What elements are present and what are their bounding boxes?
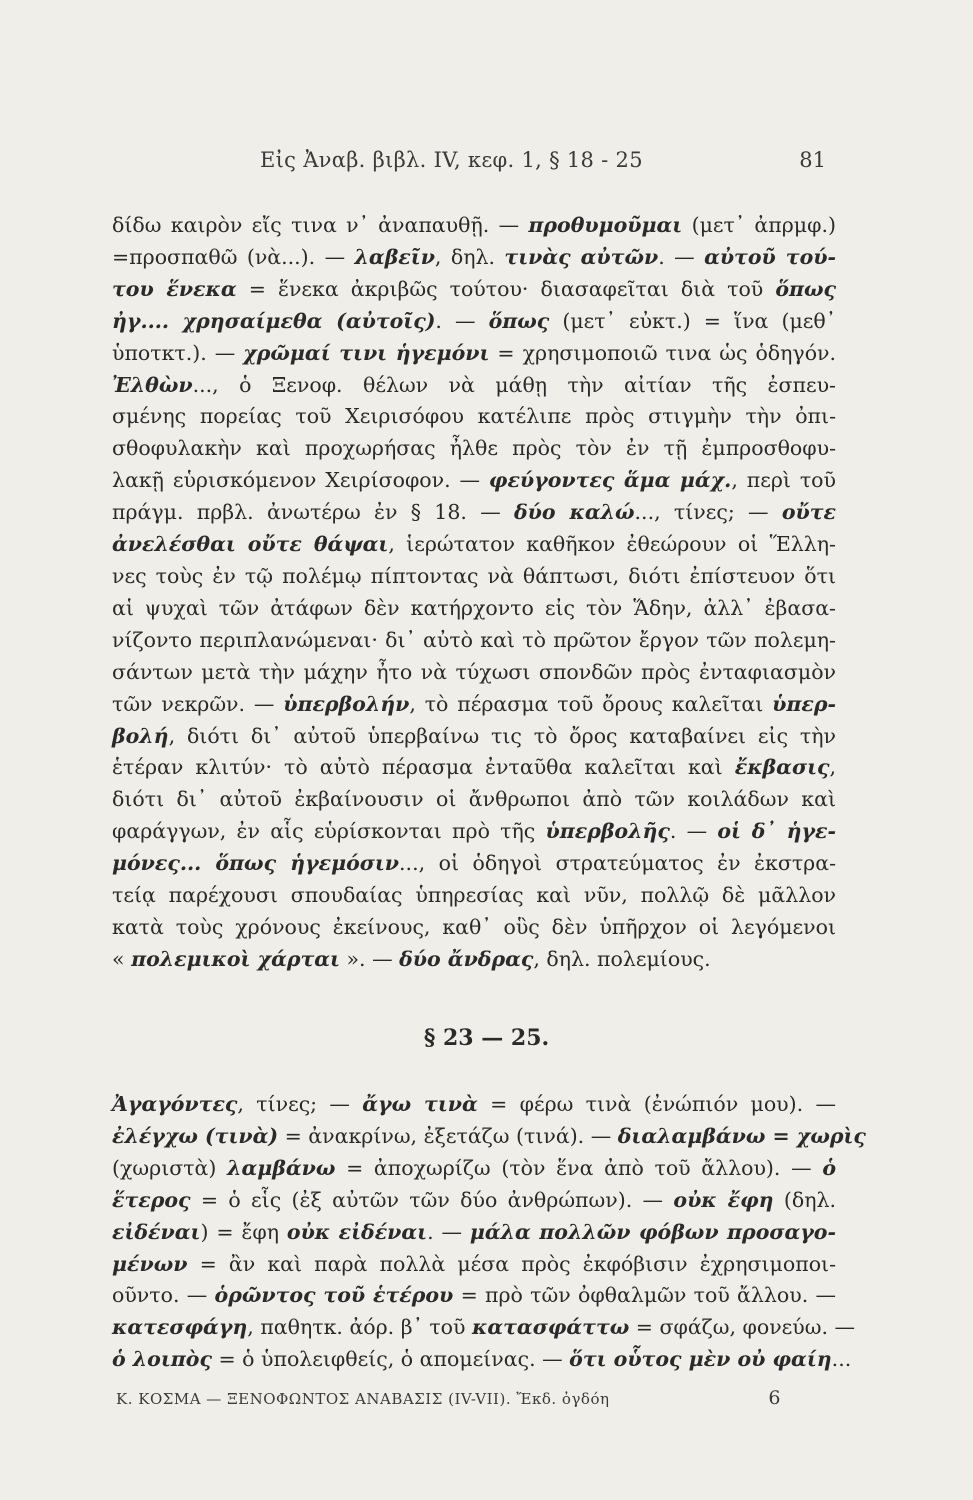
text-line: =προσπαθῶ (νὰ...). — λαβεῖν, δηλ. τινὰς αὐτῶν. — αὐτοῦ τού- [112,244,836,269]
commentary-text [112,210,836,976]
text-line: σάντων μετὰ τὴν μάχην ἦτο νὰ τύχωσι σπονδῶν πρὸς ἐνταφιασμὸν [112,659,836,684]
footer-imprint: Κ. ΚΟΣΜΑ — ΞΕΝΟΦΩΝΤΟΣ ΑΝΑΒΑΣΙΣ (IV-VII). Ἔκδ. ὀγδόη [116,1390,610,1408]
page-footer [116,1387,781,1409]
text-line: Ἀγαγόντες, τίνες; — ἄγω τινὰ = φέρω τινὰ (ἐνώπιόν μου). — [112,1092,836,1116]
text-line: σμένης πορείας τοῦ Χειρισόφου κατέλιπε πρὸς στιγμὴν τὴν ὀπι- [112,404,836,429]
text-line: μένων = ἂν καὶ παρὰ πολλὰ μέσα πρὸς ἐκφόβισιν ἐχρησιμοποι- [112,1251,836,1276]
text-line: του ἕνεκα = ἕνεκα ἀκριβῶς τούτου· διασαφεῖται διὰ τοῦ ὅπως [112,276,837,301]
page-number: 81 [799,148,826,172]
text-line: αἱ ψυχαὶ τῶν ἀτάφων δὲν κατήρχοντο εἰς τὸν Ἅδην, ἀλλ᾽ ἐβασα- [112,595,836,620]
text-line: « πολεμικοὶ χάρται ». — δύο ἄνδρας, δηλ. πολεμίους. [112,946,711,971]
running-head: Εἰς Ἀναβ. βιβλ. IV, κεφ. 1, § 18 - 25 [260,148,643,172]
text-line: οῦντο. — ὁρῶντος τοῦ ἑτέρου = πρὸ τῶν ὀφθαλμῶν τοῦ ἄλλου. — [112,1283,836,1308]
text-line: ὑποτκτ.). — χρῶμαί τινι ἡγεμόνι = χρησιμοποιῶ τινα ὡς ὁδηγόν. [112,340,837,365]
text-line: κατὰ τοὺς χρόνους ἐκείνους, καθ᾽ οὓς δὲν ὑπῆρχον οἱ λεγόμενοι [112,914,836,939]
section-heading: § 23 — 25. [423,1025,550,1051]
text-line: ὁ λοιπὸς = ὁ ὑπολειφθείς, ὁ απομείνας. — ὅτι οὗτος μὲν οὐ φαίη... [112,1347,852,1372]
text-line: φαράγγων, ἐν αἷς εὑρίσκονται πρὸ τῆς ὑπερβολῆς. — οἱ δ᾽ ἡγε- [112,819,836,844]
text-line: ἐλέγχω (τινὰ) = ἀνακρίνω, ἐξετάζω (τινά). — διαλαμβάνω = χωρὶς [112,1123,866,1148]
text-line: (χωριστὰ) λαμβάνω = ἀποχωρίζω (τὸν ἕνα ἀπὸ τοῦ ἄλλου). — ὁ [112,1155,836,1180]
text-line: εἰδέναι) = ἔφη οὐκ εἰδέναι. — μάλα πολλῶν φόβων προσαγο- [112,1219,836,1244]
signature-mark: 6 [768,1387,781,1409]
text-line: δίδω καιρὸν εἴς τινα ν᾽ ἀναπαυθῇ. — προθυμοῦμαι (μετ᾽ ἀπρμφ.) [112,213,836,237]
text-line: ἀνελέσθαι οὔτε θάψαι, ἱερώτατον καθῆκον ἐθεώρουν οἱ Ἕλλη- [112,532,836,557]
text-line: κατεσφάγη, παθητκ. ἀόρ. β᾽ τοῦ κατασφάττω = σφάζω, φονεύω. — [112,1315,856,1340]
text-line: λακῇ εὑρισκόμενον Χειρίσοφον. — φεύγοντες ἅμα μάχ., περὶ τοῦ [112,468,836,493]
text-line: πράγμ. πρβλ. ἀνωτέρω ἐν § 18. — δύο καλώ..., τίνες; — οὔτε [112,500,836,525]
text-line: νες τοὺς ἐν τῷ πολέμῳ πίπτοντας νὰ θάπτωσι, διότι ἐπίστευον ὅτι [112,563,836,588]
text-line: μόνες... ὅπως ἡγεμόσιν..., οἱ ὁδηγοὶ στρατεύματος ἐν ἐκστρα- [112,851,837,876]
text-line: βολή, διότι δι᾽ αὐτοῦ ὑπερβαίνω τις τὸ ὄρος καταβαίνει εἰς τὴν [112,723,836,748]
commentary-text-continued [112,1089,866,1376]
text-line: ἑτέραν κλιτύν· τὸ αὐτὸ πέρασμα ἐνταῦθα καλεῖται καὶ ἔκβασις, [112,755,836,780]
text-line: ἠγ.... χρησαίμεθα (αὐτοῖς). — ὅπως (μετ᾽ εὐκτ.) = ἵνα (μεθ᾽ [112,308,836,333]
text-line: Ἐλθὼν..., ὁ Ξενοφ. θέλων νὰ μάθῃ τὴν αἰτίαν τῆς ἐσπευ- [112,372,836,397]
text-line: τῶν νεκρῶν. — ὑπερβολήν, τὸ πέρασμα τοῦ ὄρους καλεῖται ὑπερ- [112,691,836,716]
text-line: σθοφυλακὴν καὶ προχωρήσας ἦλθε πρὸς τὸν ἐν τῇ ἐμπροσθοφυ- [112,436,836,461]
text-line: διότι δι᾽ αὐτοῦ ἐκβαίνουσιν οἱ ἄνθρωποι ἀπὸ τῶν κοιλάδων καὶ [112,787,836,812]
text-line: ἕτερος = ὁ εἷς (ἐξ αὐτῶν τῶν δύο ἀνθρώπων). — οὐκ ἔφη (δηλ. [112,1187,836,1212]
text-line: νίζοντο περιπλανώμεναι· δι᾽ αὐτὸ καὶ τὸ πρῶτον ἔργον τῶν πολεμη- [112,627,836,652]
text-line: τείᾳ παρέχουσι σπουδαίας ὑπηρεσίας καὶ νῦν, πολλῷ δὲ μᾶλλον [112,883,836,908]
